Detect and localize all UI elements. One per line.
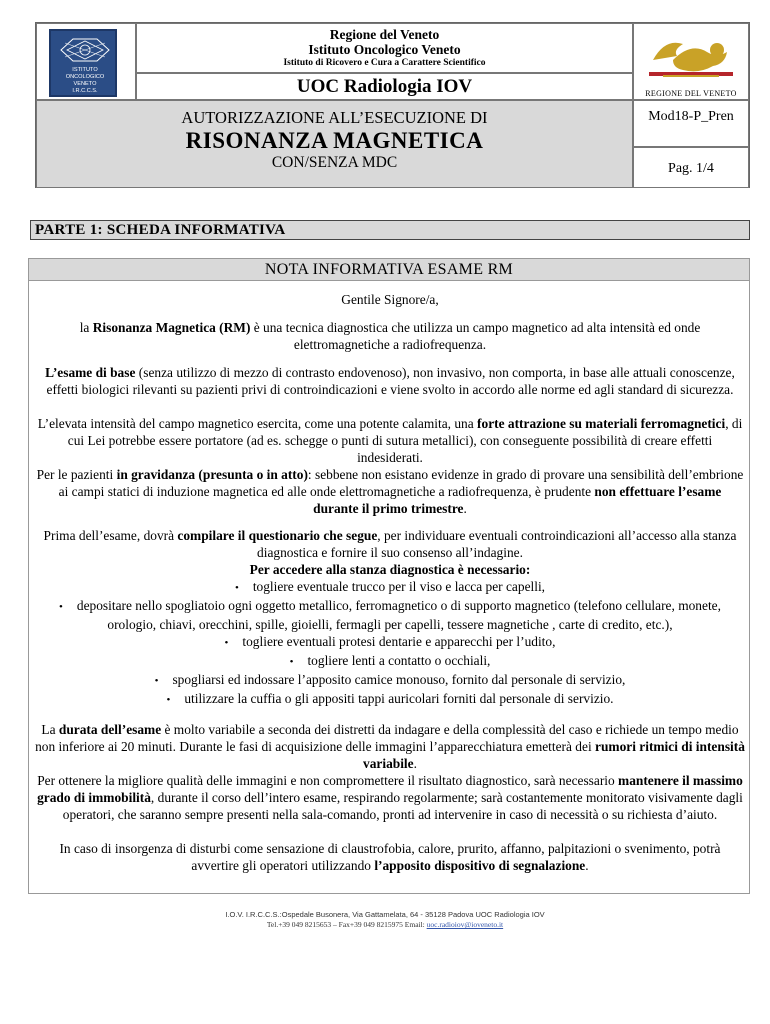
regione-veneto-label: REGIONE DEL VENETO bbox=[645, 89, 737, 98]
list-item: • togliere eventuali protesi dentarie e apparecchi per l’udito, bbox=[35, 633, 745, 652]
iov-logo-line: I.R.C.C.S. bbox=[72, 88, 98, 94]
regione-veneto-logo bbox=[633, 23, 749, 100]
unit-name: UOC Radiologia IOV bbox=[136, 73, 633, 100]
document-title-block bbox=[36, 100, 633, 188]
iov-emblem-icon bbox=[57, 35, 113, 65]
footer-address: I.O.V. I.R.C.C.S.:Ospedale Busonera, Via Gattamelata, 64 - 35128 Padova UOC Radiologia IOV bbox=[225, 910, 545, 919]
iov-logo-line: ISTITUTO bbox=[72, 67, 98, 73]
document-header bbox=[35, 22, 750, 188]
document-title-line1: AUTORIZZAZIONE ALL’ESECUZIONE DI bbox=[181, 108, 488, 127]
footer-contacts: Tel.+39 049 8215653 – Fax+39 049 8215975 Email: uoc.radioiov@ioveneto.it bbox=[266, 920, 504, 929]
organization-title bbox=[136, 23, 633, 73]
paragraph-alert-device: In caso di insorgenza di disturbi come sensazione di claustrofobia, calore, prurito, affanno, palpitazioni o svenimento, potrà avvertire gli operatori utilizzando l’apposito dispositivo di segnalazione. bbox=[59, 841, 721, 873]
greeting: Gentile Signore/a, bbox=[341, 292, 439, 307]
paragraph-pregnancy: Per le pazienti in gravidanza (presunta o in atto): sebbene non esistano evidenze in grado di provare una sensibilità dell’embrione ai campi statici di induzione magnetica ed alle onde elettromagnetiche a radiofrequenza, è prudente non effettuare l’esame durante il primo trimestre. bbox=[36, 467, 744, 516]
paragraph-rm-definition: la Risonanza Magnetica (RM) è una tecnica diagnostica che utilizza un campo magnetico ad alta intensità ed onde elettromagnetiche a radiofrequenza. bbox=[79, 320, 701, 352]
iov-logo bbox=[36, 23, 136, 100]
paragraph-magnetic-field: L’elevata intensità del campo magnetico esercita, come una potente calamita, una forte attrazione su materiali ferromagnetici, di cui Lei potrebbe essere portatore (ad es. schegge o punti di sutura metallici), con conseguente possibilità di creare effetti indesiderati. bbox=[37, 416, 743, 465]
informative-note-box bbox=[28, 258, 750, 894]
list-item: • togliere eventuale trucco per il viso e lacca per capelli, bbox=[35, 578, 745, 597]
region-name: Regione del Veneto bbox=[329, 27, 440, 42]
list-item: • utilizzare la cuffia o gli appositi tappi auricolari forniti dal personale di servizio. bbox=[35, 690, 745, 709]
document-title-main: RISONANZA MAGNETICA bbox=[185, 128, 484, 153]
paragraph-exam-duration: La durata dell’esame è molto variabile a seconda dei distretti da indagare e della complessità del caso e richiede un tempo medio non inferiore ai 20 minuti. Durante le fasi di acquisizione delle immagini l’apparecchiatura emetterà dei rumori ritmici di intensità variabile. bbox=[35, 722, 745, 771]
section-heading: PARTE 1: SCHEDA INFORMATIVA bbox=[30, 220, 750, 240]
institute-name: Istituto Oncologico Veneto bbox=[308, 42, 461, 57]
footer-email-link[interactable]: uoc.radioiov@ioveneto.it bbox=[426, 920, 504, 929]
paragraph-immobility: Per ottenere la migliore qualità delle immagini e non compromettere il risultato diagnostico, sarà necessario mantenere il massimo grado di immobilità, durante il corso dell’intero esame, respirando regolarmente; sarà costantemente monitorato visivamente dagli operatori, che saranno sempre presenti nella sala-comando, pronti ad intervenire in caso di necessità o su richiesta d’aiuto. bbox=[37, 773, 743, 822]
institute-subtitle: Istituto di Ricovero e Cura a Carattere Scientifico bbox=[283, 58, 486, 68]
list-item: • depositare nello spogliatoio ogni oggetto metallico, ferromagnetico o di supporto magnetico (telefono cellulare, monete, orologio, chiavi, orecchini, spille, gioielli, fermagli per capelli, tessere magnetiche , carte di credito, etc.), bbox=[35, 597, 745, 633]
document-title-line3: CON/SENZA MDC bbox=[271, 154, 398, 171]
iov-logo-line: ONCOLOGICO bbox=[65, 74, 105, 80]
access-requirements-heading: Per accedere alla stanza diagnostica è necessario: bbox=[249, 562, 531, 577]
page-number: Pag. 1/4 bbox=[633, 147, 749, 188]
paragraph-base-exam: L’esame di base (senza utilizzo di mezzo di contrasto endovenoso), non invasivo, non comporta, in base alle attuali conoscenze, effetti biologici rilevanti su pazienti privi di controindicazioni e viene svolto in accordo alle norme ed agli standard di sicurezza. bbox=[45, 365, 735, 397]
list-item: • spogliarsi ed indossare l’apposito camice monouso, fornito dal personale di servizio, bbox=[35, 671, 745, 690]
document-code: Mod18-P_Pren bbox=[633, 100, 749, 147]
informative-note-title: NOTA INFORMATIVA ESAME RM bbox=[29, 259, 749, 281]
paragraph-questionnaire: Prima dell’esame, dovrà compilare il questionario che segue, per individuare eventuali controindicazioni all’accesso alla stanza diagnostica e fornire il suo consenso all’indagine. bbox=[43, 528, 737, 560]
winged-lion-icon bbox=[643, 30, 739, 84]
iov-logo-line: VENETO bbox=[73, 81, 97, 87]
access-requirements-list bbox=[35, 578, 745, 709]
iov-logo-badge bbox=[49, 29, 117, 97]
list-item: • togliere lenti a contatto o occhiali, bbox=[35, 652, 745, 671]
